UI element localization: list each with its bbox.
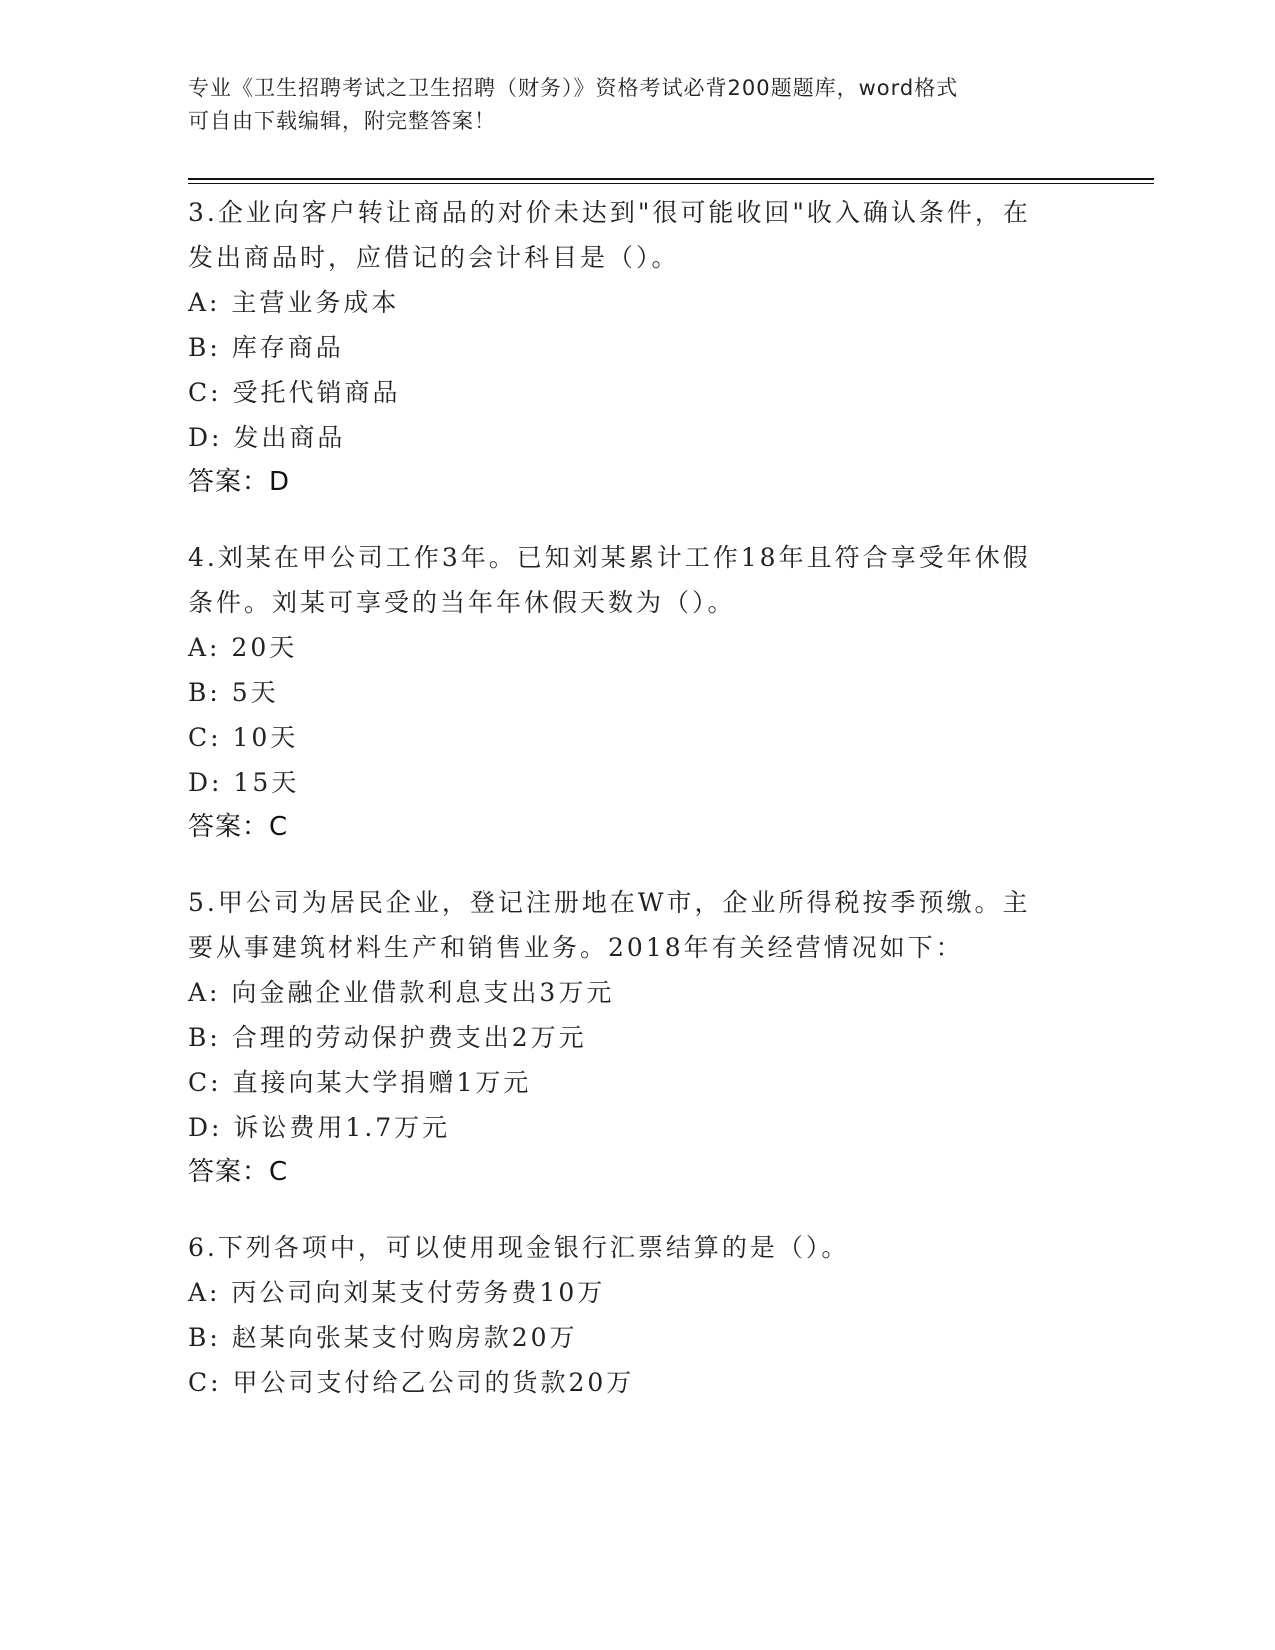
document-header [188, 72, 1068, 138]
stem-line: 要从事建筑材料生产和销售业务。2018年有关经营情况如下： [188, 933, 964, 962]
option-c: C: 甲公司支付给乙公司的货款20万 [188, 1368, 635, 1397]
stem-line: 3.企业向客户转让商品的对价未达到"很可能收回"收入确认条件，在 [188, 198, 1031, 227]
option-d: D: 15天 [188, 768, 300, 797]
stem-line: 5.甲公司为居民企业，登记注册地在W市，企业所得税按季预缴。主 [188, 888, 1031, 917]
option-b: B: 合理的劳动保护费支出2万元 [188, 1023, 587, 1052]
question-3 [188, 190, 1088, 505]
question-stem [188, 190, 1088, 280]
question-4 [188, 535, 1088, 850]
option-c: C: 10天 [188, 723, 299, 752]
header-divider-thick [188, 178, 1154, 180]
stem-line: 发出商品时，应借记的会计科目是（）。 [188, 243, 680, 272]
question-list [188, 190, 1088, 1435]
option-d: D: 发出商品 [188, 423, 346, 452]
answer-label: 答案：C [188, 1157, 289, 1187]
header-line-2: 可自由下载编辑，附完整答案！ [188, 109, 496, 133]
header-line-1: 专业《卫生招聘考试之卫生招聘（财务）》资格考试必背200题题库，word格式 [188, 76, 959, 100]
answer-label: 答案：D [188, 467, 291, 497]
question-stem [188, 535, 1088, 625]
question-5 [188, 880, 1088, 1195]
option-a: A: 向金融企业借款利息支出3万元 [188, 978, 615, 1007]
option-b: B: 5天 [188, 678, 279, 707]
option-a: A: 丙公司向刘某支付劳务费10万 [188, 1278, 606, 1307]
option-c: C: 直接向某大学捐赠1万元 [188, 1068, 532, 1097]
stem-line: 条件。刘某可享受的当年年休假天数为（）。 [188, 588, 736, 617]
answer-label: 答案：C [188, 812, 289, 842]
question-stem [188, 1225, 1088, 1270]
question-6 [188, 1225, 1088, 1405]
option-a: A: 主营业务成本 [188, 288, 400, 317]
header-divider-thin [188, 183, 1154, 184]
option-b: B: 库存商品 [188, 333, 344, 362]
stem-line: 4.刘某在甲公司工作3年。已知刘某累计工作18年且符合享受年休假 [188, 543, 1031, 572]
question-stem [188, 880, 1088, 970]
option-d: D: 诉讼费用1.7万元 [188, 1113, 451, 1142]
option-c: C: 受托代销商品 [188, 378, 401, 407]
stem-line: 6.下列各项中，可以使用现金银行汇票结算的是（）。 [188, 1233, 850, 1262]
option-b: B: 赵某向张某支付购房款20万 [188, 1323, 578, 1352]
option-a: A: 20天 [188, 633, 298, 662]
